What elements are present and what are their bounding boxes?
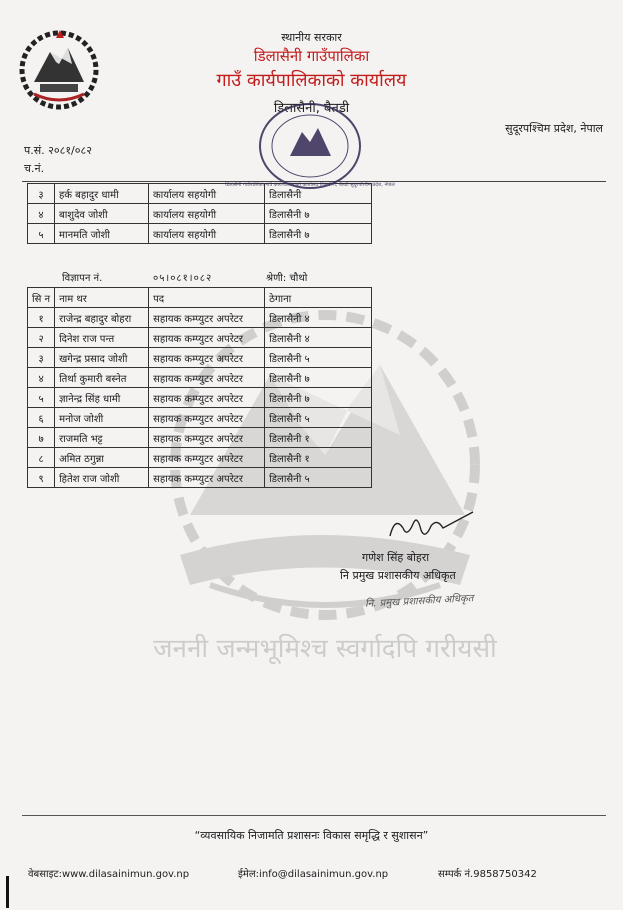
signature-mark bbox=[385, 506, 475, 546]
post-header: पद bbox=[149, 288, 265, 308]
watermark-motto: जननी जन्मभूमिश्च स्वर्गादपि गरीयसी bbox=[153, 634, 497, 664]
table-row bbox=[28, 388, 372, 408]
address-cell: डिलासैनी ७ bbox=[265, 388, 372, 408]
table-row bbox=[28, 468, 372, 488]
post-cell: सहायक कम्प्युटर अपरेटर bbox=[149, 388, 265, 408]
sn-cell: ४ bbox=[28, 204, 55, 224]
seal-text: डिलासैनी गाउँपालिका गाउँ कार्यपालिकाको कार्यालय डिलासैनी, बैतडी सुदूरपश्चिम प्रदेश, नेपाल bbox=[225, 182, 395, 188]
table-row bbox=[28, 328, 372, 348]
address-cell: डिलासैनी ७ bbox=[265, 368, 372, 388]
post-cell: सहायक कम्प्युटर अपरेटर bbox=[149, 308, 265, 328]
address-cell: डिलासैनी ७ bbox=[265, 204, 372, 224]
address-cell: डिलासैनी ४ bbox=[265, 308, 372, 328]
table-row bbox=[28, 224, 372, 244]
table-row bbox=[28, 428, 372, 448]
address-cell: डिलासैनी bbox=[265, 184, 372, 204]
name-cell: हितेश राज जोशी bbox=[55, 468, 149, 488]
sn-header: सि न bbox=[28, 288, 55, 308]
name-cell: राजमति भट्ट bbox=[55, 428, 149, 448]
footer-email: ईमेल:info@dilasainimun.gov.np bbox=[238, 869, 389, 880]
sn-cell: ५ bbox=[28, 224, 55, 244]
address-cell: डिलासैनी ५ bbox=[265, 348, 372, 368]
footer-divider bbox=[22, 815, 606, 816]
office-place: डिलासैनी, बैतडी bbox=[273, 101, 350, 116]
challan-number: च.नं. bbox=[24, 162, 45, 175]
post-cell: सहायक कम्प्युटर अपरेटर bbox=[149, 348, 265, 368]
municipality-name: डिलासैनी गाउँपालिका bbox=[253, 47, 370, 65]
post-cell: सहायक कम्प्युटर अपरेटर bbox=[149, 368, 265, 388]
table-row bbox=[28, 348, 372, 368]
post-cell: सहायक कम्प्युटर अपरेटर bbox=[149, 448, 265, 468]
post-cell: कार्यालय सहयोगी bbox=[149, 204, 265, 224]
address-cell: डिलासैनी ७ bbox=[265, 224, 372, 244]
post-cell: कार्यालय सहयोगी bbox=[149, 184, 265, 204]
table-row bbox=[28, 408, 372, 428]
office-motto: “व्यवसायिक निजामति प्रशासनः विकास समृद्धि र सुशासन” bbox=[194, 829, 429, 842]
office-seal-stamp bbox=[225, 100, 395, 192]
post-cell: सहायक कम्प्युटर अपरेटर bbox=[149, 328, 265, 348]
name-header: नाम थर bbox=[55, 288, 149, 308]
post-cell: सहायक कम्प्युटर अपरेटर bbox=[149, 428, 265, 448]
advert-grade: श्रेणी: चौथो bbox=[266, 273, 308, 284]
signatory-name: गणेश सिंह बोहरा bbox=[362, 551, 430, 564]
signatory-stamp: नि. प्रमुख प्रशासकीय अधिकृत bbox=[364, 593, 474, 610]
sn-cell: ४ bbox=[28, 368, 55, 388]
footer-phone: सम्पर्क नं.9858750342 bbox=[438, 869, 537, 880]
computer-operator-table bbox=[27, 287, 372, 488]
name-cell: खगेन्द्र प्रसाद जोशी bbox=[55, 348, 149, 368]
sn-cell: २ bbox=[28, 328, 55, 348]
office-assistant-table bbox=[27, 183, 372, 244]
post-cell: सहायक कम्प्युटर अपरेटर bbox=[149, 468, 265, 488]
name-cell: हर्क बहादुर धामी bbox=[55, 184, 149, 204]
post-cell: कार्यालय सहयोगी bbox=[149, 224, 265, 244]
government-label: स्थानीय सरकार bbox=[281, 31, 342, 44]
sn-cell: १ bbox=[28, 308, 55, 328]
address-cell: डिलासैनी ४ bbox=[265, 328, 372, 348]
table-row bbox=[28, 204, 372, 224]
signatory-title: नि प्रमुख प्रशासकीय अधिकृत bbox=[340, 569, 456, 582]
footer-website: वेबसाइट:www.dilasainimun.gov.np bbox=[28, 869, 190, 880]
name-cell: बाशुदेव जोशी bbox=[55, 204, 149, 224]
address-cell: डिलासैनी ५ bbox=[265, 468, 372, 488]
table-row bbox=[28, 448, 372, 468]
name-cell: मनोज जोशी bbox=[55, 408, 149, 428]
reference-number: प.सं. २०८१/०८२ bbox=[24, 144, 92, 157]
province-label: सुदूरपश्चिम प्रदेश, नेपाल bbox=[505, 122, 603, 135]
sn-cell: ६ bbox=[28, 408, 55, 428]
address-cell: डिलासैनी १ bbox=[265, 448, 372, 468]
name-cell: ज्ञानेन्द्र सिंह धामी bbox=[55, 388, 149, 408]
name-cell: राजेन्द्र बहादुर बोहरा bbox=[55, 308, 149, 328]
sn-cell: ३ bbox=[28, 348, 55, 368]
sn-cell: ३ bbox=[28, 184, 55, 204]
name-cell: अमित ठगुन्ना bbox=[55, 448, 149, 468]
address-cell: डिलासैनी ५ bbox=[265, 408, 372, 428]
sn-cell: ७ bbox=[28, 428, 55, 448]
name-cell: दिनेश राज पन्त bbox=[55, 328, 149, 348]
table-header-row bbox=[28, 288, 372, 308]
table-row bbox=[28, 368, 372, 388]
address-cell: डिलासैनी १ bbox=[265, 428, 372, 448]
name-cell: मानमति जोशी bbox=[55, 224, 149, 244]
advert-label: विज्ञापन नं. bbox=[62, 273, 103, 284]
sn-cell: ९ bbox=[28, 468, 55, 488]
name-cell: तिर्था कुमारी बस्नेत bbox=[55, 368, 149, 388]
sn-cell: ८ bbox=[28, 448, 55, 468]
office-name: गाउँ कार्यपालिकाको कार्यालय bbox=[216, 70, 407, 91]
post-cell: सहायक कम्प्युटर अपरेटर bbox=[149, 408, 265, 428]
sn-cell: ५ bbox=[28, 388, 55, 408]
scan-edge-mark bbox=[6, 876, 9, 908]
address-header: ठेगाना bbox=[265, 288, 372, 308]
advert-number: ०५।०८१।०८२ bbox=[153, 273, 213, 284]
table-row bbox=[28, 308, 372, 328]
